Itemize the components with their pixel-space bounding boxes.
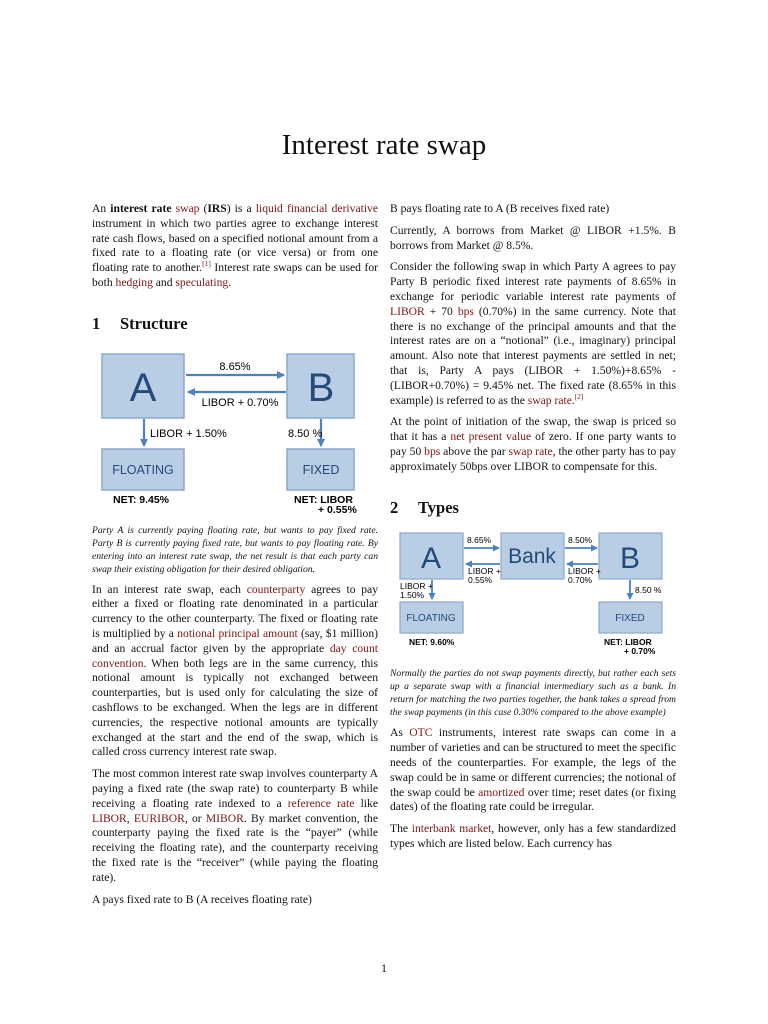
link-otc[interactable]: OTC	[409, 726, 433, 740]
ref-link-2[interactable]: [2]	[574, 391, 584, 401]
intro-paragraph: An interest rate swap (IRS) is a liquid financial derivative instrument in which two parties agree to exchange interest rate cash flows, based on a specified notional amount from a fixed rate to a floating rate (or vice versa) or from one floating rate to another.[1] Interest rate swaps can be used for both hedging and speculating.	[92, 202, 378, 289]
b-down-label: 8.50 %	[288, 427, 323, 440]
link-euribor[interactable]: EURIBOR	[133, 811, 185, 825]
section-heading-types: 2 Types	[390, 497, 459, 517]
link-bps[interactable]: bps	[457, 304, 474, 318]
party-a-label: A	[129, 365, 157, 410]
page-title: Interest rate swap	[281, 129, 487, 162]
party-b-label: B	[619, 542, 641, 576]
link-hedging[interactable]: hedging	[115, 275, 153, 289]
counterparty-paragraph: In an interest rate swap, each counterparty agrees to pay either a fixed or floating rate denominated in a particular currency to the other counterparty. The fixed or floating rate is multiplied by a notional principal amount (say, $1 million) and an accrual factor given by the appropriate day count convention. When both legs are in the same currency, this notional amount is typically not exchanged between counterparties, but is used only for calculating the size of cashflows to be exchanged. When the legs are in different currencies, the respective notional amounts are typically exchanged at the start and the end of the swap, which is called cross currency interest rate swap.	[92, 582, 379, 759]
link-net-present-value[interactable]: net present value	[450, 430, 532, 444]
link-speculating[interactable]: speculating	[175, 275, 229, 289]
party-a-label: A	[420, 542, 442, 576]
common-swap-paragraph: The most common interest rate swap involves counterparty A paying a fixed rate (the swap rate) to counterparty B while receiving a floating rate indexed to a reference rate like LIBOR, EURIBOR, or MIBOR. By market convention, the counterparty paying the fixed rate is the “payer” (while receiving the floating rate), and the counterparty receiving the fixed rate is the “receiver” (while paying the floating rate).	[92, 767, 378, 884]
b-down-label: 8.50 %	[635, 585, 662, 596]
arrow-top-label: 8.65%	[219, 360, 251, 373]
otc-paragraph: As OTC instruments, interest rate swaps can come in a number of varieties and can be structured to meet the specific needs of the counterparties. For example, the legs of the swap could be in same or different currencies; the notional of the swap could be amortized over time; reset dates (or fixing dates) of the floating rate could be irregular.	[390, 726, 676, 814]
link-swap-rate[interactable]: swap rate	[527, 393, 572, 407]
bank-to-a-label-1: LIBOR +	[468, 566, 501, 577]
currently-paragraph: Currently, A borrows from Market @ LIBOR +1.5%. B borrows from Market @ 8.5%.	[390, 223, 676, 252]
a-to-bank-label: 8.65%	[467, 535, 492, 546]
a-pays-paragraph: A pays fixed rate to B (A receives floating rate)	[92, 892, 312, 906]
net-b-label-1: NET: LIBOR	[294, 493, 353, 506]
link-notional-principal[interactable]: notional principal amount	[177, 626, 298, 640]
net-b-label-1: NET: LIBOR	[604, 637, 652, 648]
net-b-label-2: + 0.70%	[624, 646, 656, 657]
b-to-bank-label-2: 0.70%	[568, 575, 593, 586]
link-financial[interactable]: financial	[286, 202, 328, 215]
link-interbank-market[interactable]: interbank market	[411, 822, 492, 836]
figure-bank-swap	[390, 529, 676, 657]
a-down-label-2: 1.50%	[400, 590, 425, 601]
figure-caption-1: Party A is currently paying floating rate, but wants to pay fixed rate. Party B is currently paying fixed rate, but wants to pay floating rate. By entering into an interest rate swap, the net result is that each party can swap their existing obligation for their desired obligation.	[92, 524, 378, 575]
b-to-bank-label-1: LIBOR +	[568, 566, 601, 577]
net-b-label-2: + 0.55%	[318, 503, 357, 514]
bold-term: IRS	[207, 202, 227, 215]
interbank-paragraph: The interbank market, however, only has a few standardized types which are listed below. Each currency has	[390, 822, 676, 850]
link-bps[interactable]: bps	[424, 444, 441, 458]
party-b-label: B	[307, 365, 335, 410]
a-down-label: LIBOR + 1.50%	[150, 427, 227, 440]
fixed-label: FIXED	[302, 462, 340, 477]
link-mibor[interactable]: MIBOR	[205, 811, 244, 825]
right-column	[390, 202, 676, 859]
link-libor[interactable]: LIBOR	[390, 304, 425, 318]
floating-label: FLOATING	[406, 613, 456, 625]
link-libor[interactable]: LIBOR	[92, 811, 127, 825]
ref-link-1[interactable]: [1]	[202, 259, 211, 269]
link-reference-rate[interactable]: reference rate	[287, 796, 355, 810]
link-swap[interactable]: swap	[175, 202, 200, 215]
link-liquid[interactable]: liquid	[255, 202, 283, 215]
section-heading-structure: 1 Structure	[92, 313, 188, 333]
bold-term: interest rate	[110, 202, 172, 215]
link-amortized[interactable]: amortized	[478, 785, 525, 799]
link-counterparty[interactable]: counterparty	[246, 582, 306, 596]
bank-label: Bank	[508, 545, 556, 569]
bank-to-a-label-2: 0.55%	[468, 575, 493, 586]
arrow-back-label: LIBOR + 0.70%	[201, 396, 279, 409]
figure-direct-swap	[92, 346, 378, 514]
page-number: 1	[381, 961, 387, 975]
link-day-count[interactable]: day count convention	[92, 641, 378, 670]
floating-label: FLOATING	[112, 462, 174, 477]
fixed-label: FIXED	[615, 613, 645, 625]
bank-to-b-label: 8.50%	[568, 535, 593, 546]
figure-caption-2: Normally the parties do not swap payments directly, but rather each sets up a separate swap with a financial intermediary such as a bank. In return for matching the two parties together, the bank takes a spread from the swap payments (in this case 0.30% compared to the above example)	[390, 668, 676, 719]
a-down-label-1: LIBOR +	[400, 581, 433, 592]
b-pays-paragraph: B pays floating rate to A (B receives fixed rate)	[390, 202, 610, 215]
net-a-label: NET: 9.60%	[409, 637, 455, 648]
link-derivative[interactable]: derivative	[331, 202, 378, 215]
left-column	[92, 202, 378, 914]
consider-paragraph: Consider the following swap in which Party A agrees to pay Party B periodic fixed interest rate payments of 8.65% in exchange for periodic variable interest rate payments of LIBOR + 70 bps (0.70%) in the same currency. Note that there is no exchange of the principal amounts and that the interest rates are on a “notional” (i.e., imaginary) principal amount. Also note that interest payments are settled in net; that is, Party A pays (LIBOR + 1.50%)+8.65% - (LIBOR+0.70%) = 9.45% net. The fixed rate (8.65% in this example) is referred to as the swap rate.[2]	[390, 260, 677, 407]
net-a-label: NET: 9.45%	[113, 493, 170, 506]
initiation-paragraph: At the point of initiation of the swap, the swap is priced so that it has a net present value of zero. If one party wants to pay 50 bps above the par swap rate, the other party has to pay approximately 50bps over LIBOR to compensate for this.	[390, 415, 677, 473]
link-swap-rate[interactable]: swap rate	[508, 444, 553, 458]
